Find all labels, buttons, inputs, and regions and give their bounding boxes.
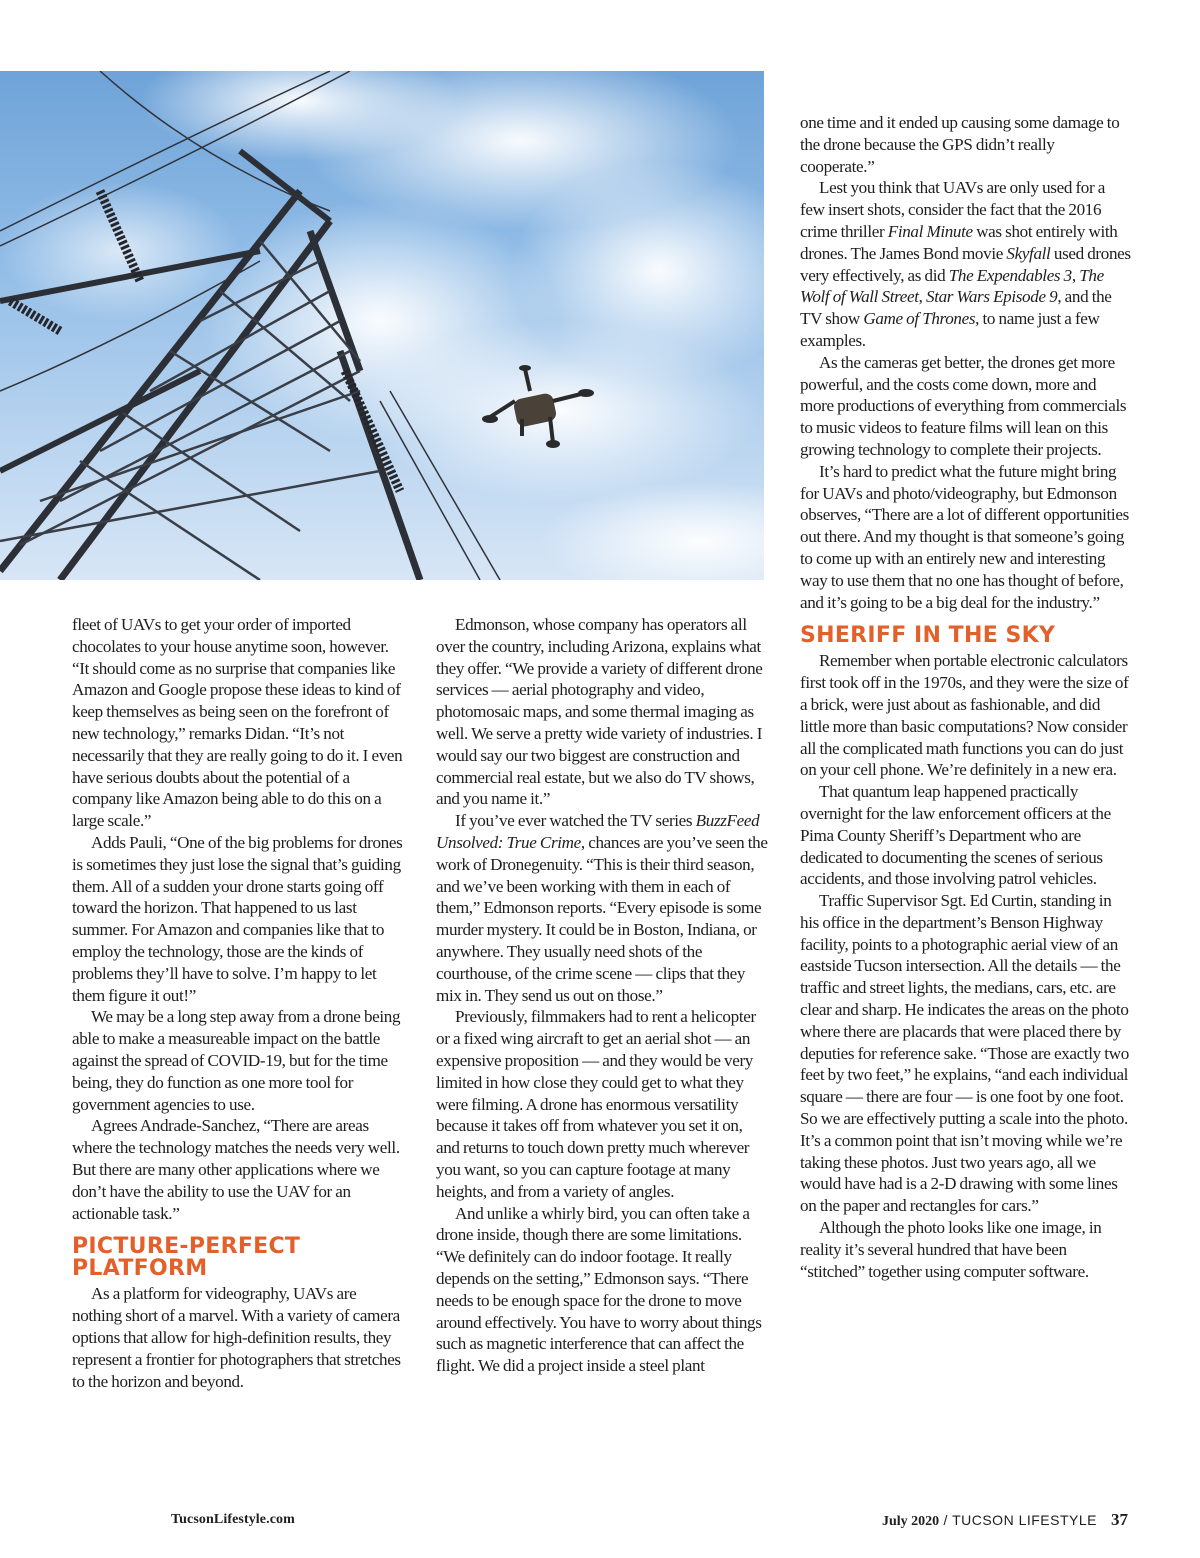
paragraph: It’s hard to predict what the future might bring for UAVs and photo/videography, but Edmonson observes, “There are a lot of different opportunities out there. And my thought is that someone’s going to come up with an entirely new and interesting way to use them that no one has thought of before, and it’s going to be a big deal for the industry.” [800,461,1129,612]
paragraph: As a platform for videography, UAVs are nothing short of a marvel. With a variety of camera options that allow for high-definition results, they represent a frontier for photographers that stretches to the horizon and beyond. [72,1284,401,1391]
paragraph: As the cameras get better, the drones get more powerful, and the costs come down, more and more productions of everything from commercials to music videos to feature films will lean on this growing technology to complete their projects. [800,352,1127,459]
film-title: Star Wars Episode 9 [926,287,1058,307]
paragraph: Adds Pauli, “One of the big problems for drones is sometimes they just lose the signal that’s guiding them. All of a sudden your drone starts going off toward the horizon. That happened to us last summer. For Amazon and companies like that to employ the technology, those are the kinds of problems they’ll have to solve. I’m happy to let them figure it out!” [72,832,403,1005]
issue-date: July 2020 [881,1514,940,1529]
footer-website: TucsonLifestyle.com [171,1512,295,1527]
page-number: 37 [1111,1510,1128,1529]
section-heading-sheriff-in-the-sky: SHERIFF IN THE SKY [800,623,1056,649]
paragraph: Edmonson, whose company has operators all over the country, including Arizona, explains what they offer. “We provide a variety of different drone services — aerial photography and video, photomosaic maps, and some thermal imaging as well. We serve a pretty wide variety of industries. I would say our two biggest are construction and commercial real estate, but we also do TV shows, and you name it.” [436,615,763,809]
photo-illustration [0,71,764,580]
footer-folio [882,1510,1128,1530]
article-column-1 [72,614,404,1392]
article-column-3 [800,112,1132,1282]
paragraph: Lest you think that UAVs are only used for a few insert shots, consider the fact that the 2016 crime thriller Final Minute was shot entirely with drones. The James Bond movie Skyfall used drones very effectively, as did The Expendables 3, The Wolf of Wall Street, Star Wars Episode 9, and the TV show Game of Thrones, to name just a few examples. [800,178,1131,350]
show-title: BuzzFeed Unsolved: True Crime [436,811,760,852]
paragraph: Remember when portable electronic calculators first took off in the 1970s, and they were the size of a brick, were just about as fashionable, and did little more than basic computations? Now consider all the complicated math functions you can do just on your cell phone. We’re definitely in a new era. [800,651,1129,780]
show-title: Game of Thrones [863,309,976,329]
paragraph: And unlike a whirly bird, you can often take a drone inside, though there are some limitations. “We definitely can do indoor footage. It really depends on the setting,” Edmonson says. “There needs to be enough space for the drone to move around effectively. You have to worry about things such as magnetic interference that can affect the flight. We did a project inside a steel plant [436,1203,762,1376]
paragraph: If you’ve ever watched the TV series BuzzFeed Unsolved: True Crime, chances are you’ve seen the work of Dronegenuity. “This is their third season, and we’ve been working with them in each of them,” Edmonson reports. “Every episode is some murder mystery. It could be in Boston, Indiana, or anywhere. They usually need shots of the courthouse, of the crime scene — clips that they mix in. They send us out on those.” [436,811,768,1005]
paragraph: Agrees Andrade-Sanchez, “There are areas where the technology matches the needs very well. But there are many other applications where we don’t have the ability to use the UAV for an actionable task.” [72,1116,400,1223]
film-title: Skyfall [1006,243,1051,263]
magazine-name: / TUCSON LIFESTYLE [939,1512,1097,1528]
paragraph: one time and it ended up causing some damage to the drone because the GPS didn’t really cooperate.” [800,113,1120,176]
paragraph: Previously, filmmakers had to rent a helicopter or a fixed wing aircraft to get an aerial shot — an expensive proposition — and they would be very limited in how close they could get to what they were filming. A drone has enormous versatility because it takes off from whatever you set it on, and returns to touch down pretty much wherever you want, so you can capture footage at many heights, and from a variety of angles. [436,1007,756,1201]
film-title: The Wolf of Wall Street [800,265,1104,307]
film-title: Final Minute [887,221,973,241]
paragraph: Traffic Supervisor Sgt. Ed Curtin, standing in his office in the department’s Benson Highway facility, points to a photographic aerial view of an eastside Tucson intersection. All the details — the traffic and street lights, the medians, cars, etc. are clear and sharp. He indicates the areas on the photo where there are placards that were placed there by deputies for reference sake. “Those are exactly two feet by two feet,” he explains, “and each individual square — there are four — is one foot by one foot. So we are effectively putting a scale into the photo. It’s a common point that isn’t moving while we’re taking these photos. Just two years ago, all we would have had is a 2-D drawing with some lines on the paper and rectangles for cars.” [800,891,1129,1216]
section-heading-picture-perfect-platform: PICTURE-PERFECT PLATFORM [72,1234,301,1282]
paragraph: Although the photo looks like one image, in reality it’s several hundred that have been “stitched” together using computer software. [800,1218,1102,1281]
article-column-2 [436,614,768,1377]
paragraph: That quantum leap happened practically overnight for the law enforcement officers at the Pima County Sheriff’s Department who are dedicated to documenting the scenes of serious accidents, and those involving patrol vehicles. [800,782,1111,889]
film-title: The Expendables 3 [948,265,1072,285]
paragraph: fleet of UAVs to get your order of imported chocolates to your house anytime soon, however. “It should come as no surprise that companies like Amazon and Google propose these ideas to kind of keep themselves as being seen on the forefront of new technology,” remarks Didan. “It’s not necessarily that they are really going to do it. I even have serious doubts about the potential of a company like Amazon being able to do this on a large scale.” [72,615,403,831]
drone-power-tower-photo [0,71,764,580]
paragraph: We may be a long step away from a drone being able to make a measureable impact on the battle against the spread of COVID-19, but for the time being, they do function as one more tool for government agencies to use. [72,1007,401,1114]
